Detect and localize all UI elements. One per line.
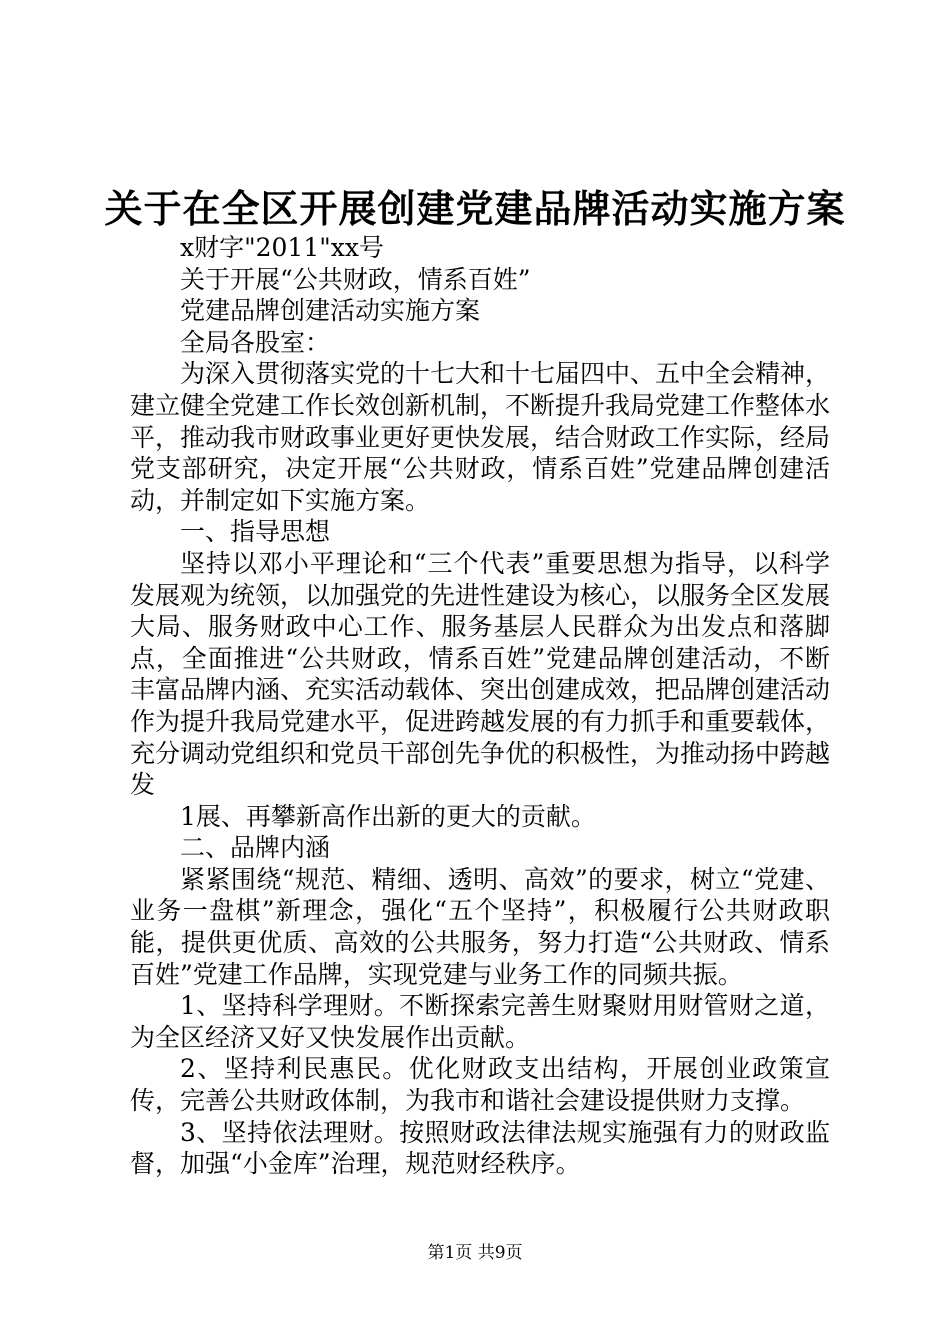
addressee: 全局各股室： xyxy=(180,327,331,357)
list-item-3: 3、坚持依法理财。按照财政法律法规实施强有力的财政监督，加强“小金库”治理，规范财经秩序。 xyxy=(130,1117,830,1179)
list-item-2: 2、坚持利民惠民。优化财政支出结构，开展创业政策宣传，完善公共财政体制，为我市和谐社会建设提供财力支撑。 xyxy=(130,1054,830,1116)
section-heading-1: 一、指导思想 xyxy=(180,517,331,547)
section-1-paragraph: 坚持以邓小平理论和“三个代表”重要思想为指导，以科学发展观为统领，以加强党的先进性建设为核心，以服务全区发展大局、服务财政中心工作、服务基层人民群众为出发点和落脚点，全面推进“公共财政，情系百姓”党建品牌创建活动，不断丰富品牌内涵、充实活动载体、突出创建成效，把品牌创建活动作为提升我局党建水平，促进跨越发展的有力抓手和重要载体，充分调动党组织和党员干部创先争优的积极性，为推动扬中跨越发 xyxy=(130,548,831,800)
subtitle-line-2: 党建品牌创建活动实施方案 xyxy=(180,296,481,326)
list-item-1: 1、坚持科学理财。不断探索完善生财聚财用财管财之道，为全区经济又好又快发展作出贡献。 xyxy=(130,991,830,1052)
subtitle-line-1: 关于开展“公共财政，情系百姓” xyxy=(180,264,531,294)
document-title: 关于在全区开展创建党建品牌活动实施方案 xyxy=(104,186,846,231)
section-heading-2: 二、品牌内涵 xyxy=(180,833,331,863)
intro-paragraph: 为深入贯彻落实党的十七大和十七届四中、五中全会精神，建立健全党建工作长效创新机制，不断提升我局党建工作整体水平，推动我市财政事业更好更快发展，结合财政工作实际，经局党支部研究，决定开展“公共财政，情系百姓”党建品牌创建活动，并制定如下实施方案。 xyxy=(130,359,831,515)
document-body xyxy=(130,232,830,1180)
section-2-paragraph: 紧紧围绕“规范、精细、透明、高效”的要求，树立“党建、业务一盘棋”新理念，强化“五个坚持”，积极履行公共财政职能，提供更优质、高效的公共服务，努力打造“公共财政、情系百姓”党建工作品牌，实现党建与业务工作的同频共振。 xyxy=(130,864,830,989)
section-1-continuation: 1展、再攀新高作出新的更大的贡献。 xyxy=(180,801,596,831)
document-number: x财字"2011"xx号 xyxy=(180,233,384,262)
page-footer: 第1页 共9页 xyxy=(427,1243,523,1263)
